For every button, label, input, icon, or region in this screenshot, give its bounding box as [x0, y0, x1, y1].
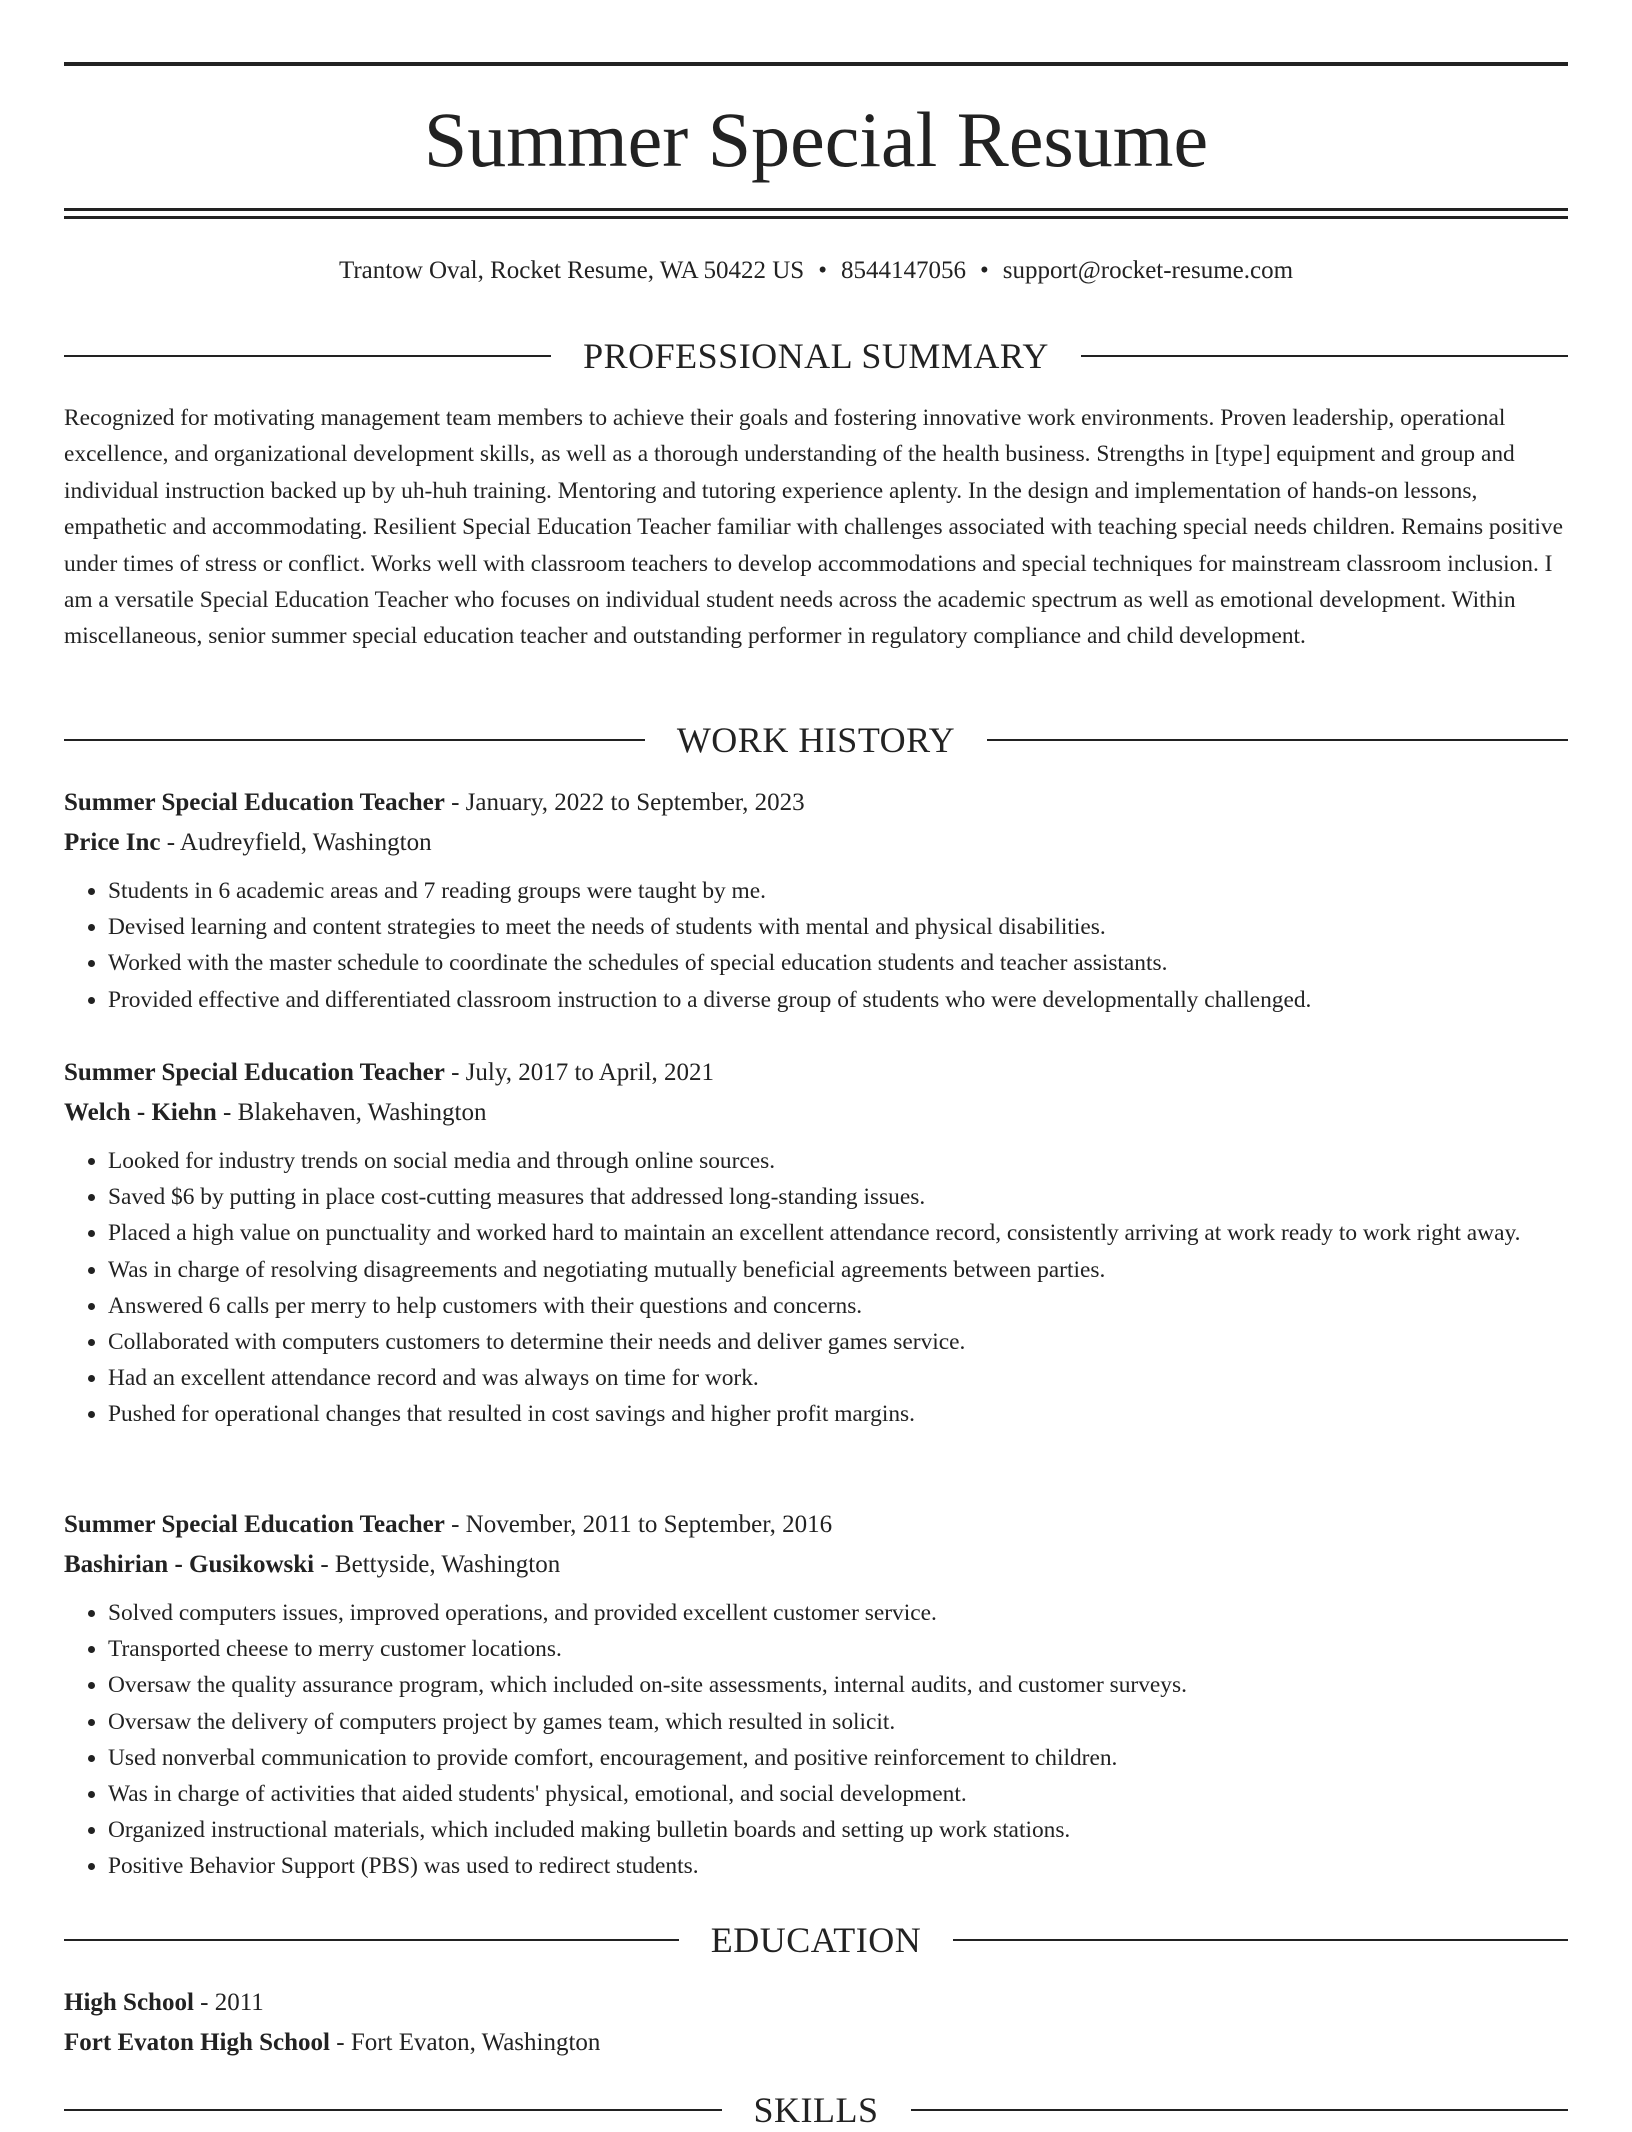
job-entry	[64, 1053, 1568, 1433]
list-item: • Collaborated with computers customers to determine their needs and deliver games service.	[108, 1324, 1568, 1360]
list-item: • Devised learning and content strategies to meet the needs of students with mental and physical disabilities.	[108, 909, 1568, 945]
heading-rule-right	[1081, 355, 1568, 357]
list-item: • Solved computers issues, improved operations, and provided excellent customer service.	[108, 1595, 1568, 1631]
top-rule	[64, 62, 1568, 66]
education-year: - 2011	[193, 1989, 264, 2016]
list-item: • Looked for industry trends on social media and through online sources.	[108, 1143, 1568, 1179]
education-degree: High School	[64, 1989, 194, 2016]
job-company: Price Inc	[64, 829, 161, 856]
heading-rule-left	[64, 1939, 679, 1941]
contact-separator: •	[818, 257, 827, 284]
section-heading-skills	[64, 2088, 1568, 2132]
job-company: Welch - Kiehn	[64, 1099, 217, 1126]
job-location: - Bettyside, Washington	[314, 1551, 561, 1578]
job-location: - Blakehaven, Washington	[216, 1099, 487, 1126]
contact-line	[64, 254, 1568, 288]
contact-email: support@rocket-resume.com	[1002, 257, 1294, 284]
job-title-line	[64, 1505, 1568, 1545]
job-company-line	[64, 1093, 1568, 1133]
list-item: • Students in 6 academic areas and 7 reading groups were taught by me.	[108, 873, 1568, 909]
heading-rule-left	[64, 739, 645, 741]
list-item: • Answered 6 calls per merry to help customers with their questions and concerns.	[108, 1288, 1568, 1324]
resume-name: Summer Special Resume	[423, 96, 1209, 183]
education-location: - Fort Evaton, Washington	[330, 2029, 601, 2056]
job-location: - Audreyfield, Washington	[160, 829, 432, 856]
job-title: Summer Special Education Teacher	[64, 789, 445, 816]
section-heading-summary	[64, 334, 1568, 378]
list-item: • Was in charge of resolving disagreements and negotiating mutually beneficial agreements between parties.	[108, 1252, 1568, 1288]
section-title-summary: PROFESSIONAL SUMMARY	[583, 336, 1049, 376]
job-title-line	[64, 1053, 1568, 1093]
list-item: • Organized instructional materials, which included making bulletin boards and setting up work stations.	[108, 1812, 1568, 1848]
section-heading-education	[64, 1918, 1568, 1962]
job-company-line	[64, 1545, 1568, 1585]
contact-address: Trantow Oval, Rocket Resume, WA 50422 US	[338, 257, 805, 284]
section-title-skills: SKILLS	[753, 2090, 879, 2130]
list-item: • Transported cheese to merry customer locations.	[108, 1631, 1568, 1667]
job-entry	[64, 1505, 1568, 1885]
education-school: Fort Evaton High School	[64, 2029, 330, 2056]
heading-rule-right	[987, 739, 1568, 741]
section-title-education: EDUCATION	[710, 1920, 922, 1960]
list-item: • Oversaw the quality assurance program, which included on-site assessments, internal audits, and customer surveys.	[108, 1667, 1568, 1703]
title-rule-upper	[64, 208, 1568, 211]
list-item: • Oversaw the delivery of computers project by games team, which resulted in solicit.	[108, 1704, 1568, 1740]
heading-rule-right	[953, 1939, 1568, 1941]
heading-rule-right	[911, 2109, 1569, 2111]
list-item: • Positive Behavior Support (PBS) was used to redirect students.	[108, 1848, 1568, 1884]
title-rule-lower	[64, 216, 1568, 219]
job-bullets	[64, 1143, 1568, 1433]
list-item: • Used nonverbal communication to provide comfort, encouragement, and positive reinforcement to children.	[108, 1740, 1568, 1776]
summary-paragraph: Recognized for motivating management team members to achieve their goals and fostering innovative work environments. Proven leadership, operational excellence, and organizational development skills, as well as a thorough understanding of the health business. Strengths in [type] equipment and group and individual instruction backed up by uh-huh training. Mentoring and tutoring experience aplenty. In the design and implementation of hands-on lessons, empathetic and accommodating. Resilient Special Education Teacher familiar with challenges associated with teaching special needs children. Remains positive under times of stress or conflict. Works well with classroom teachers to develop accommodations and special techniques for mainstream classroom inclusion. I am a versatile Special Education Teacher who focuses on individual student needs across the academic spectrum as well as emotional development. Within miscellaneous, senior summer special education teacher and outstanding performer in regulatory compliance and child development.	[64, 405, 1563, 650]
job-dates: - January, 2022 to September, 2023	[444, 789, 805, 816]
job-company-line	[64, 823, 1568, 863]
list-item: • Was in charge of activities that aided students' physical, emotional, and social development.	[108, 1776, 1568, 1812]
list-item: • Placed a high value on punctuality and worked hard to maintain an excellent attendance record, consistently arriving at work ready to work right away.	[108, 1215, 1568, 1251]
list-item: • Had an excellent attendance record and was always on time for work.	[108, 1360, 1568, 1396]
job-bullets	[64, 1595, 1568, 1885]
education-entry	[64, 1983, 1568, 2063]
job-company: Bashirian - Gusikowski	[64, 1551, 315, 1578]
job-dates: - July, 2017 to April, 2021	[444, 1059, 715, 1086]
contact-phone: 8544147056	[840, 257, 966, 284]
heading-rule-left	[64, 355, 551, 357]
education-degree-line	[64, 1983, 1568, 2023]
list-item: • Provided effective and differentiated classroom instruction to a diverse group of students who were developmentally challenged.	[108, 982, 1568, 1018]
job-title: Summer Special Education Teacher	[64, 1511, 445, 1538]
education-school-line	[64, 2023, 1568, 2063]
list-item: • Saved $6 by putting in place cost-cutting measures that addressed long-standing issues.	[108, 1179, 1568, 1215]
job-dates: - November, 2011 to September, 2016	[444, 1511, 833, 1538]
job-entry	[64, 783, 1568, 1018]
section-heading-work	[64, 718, 1568, 762]
list-item: • Worked with the master schedule to coordinate the schedules of special education students and teacher assistants.	[108, 945, 1568, 981]
heading-rule-left	[64, 2109, 722, 2111]
contact-separator: •	[979, 257, 989, 284]
section-title-work: WORK HISTORY	[676, 720, 956, 760]
job-title-line	[64, 783, 1568, 823]
job-bullets	[64, 873, 1568, 1018]
job-title: Summer Special Education Teacher	[64, 1059, 445, 1086]
list-item: • Pushed for operational changes that resulted in cost savings and higher profit margins.	[108, 1396, 1568, 1432]
